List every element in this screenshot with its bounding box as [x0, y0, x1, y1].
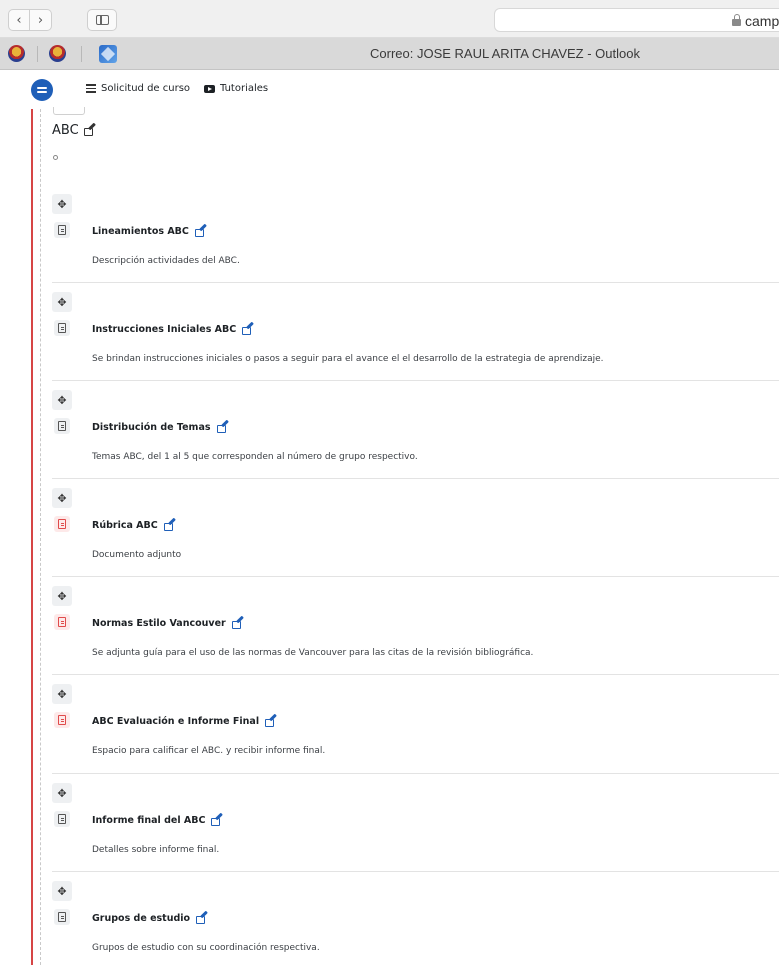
- activity-link[interactable]: [92, 618, 243, 629]
- course-section: [0, 109, 779, 965]
- pdf-icon: [54, 516, 70, 532]
- section-highlight-line: [31, 109, 33, 965]
- section-dotted-line: [40, 109, 41, 965]
- activity-name: Distribución de Temas: [92, 422, 211, 433]
- nav-link-tutoriales[interactable]: [204, 83, 268, 94]
- activity-divider: [52, 576, 779, 577]
- page-icon: [54, 418, 70, 434]
- activity-divider: [52, 773, 779, 774]
- nav-link-label: Tutoriales: [220, 83, 269, 94]
- activity-name: ABC Evaluación e Informe Final: [92, 716, 260, 727]
- activity-item: [52, 488, 779, 586]
- tab-title: Correo: JOSE RAUL ARITA CHAVEZ - Outlook: [370, 46, 640, 61]
- activity-description: Descripción actividades del ABC.: [92, 256, 240, 266]
- activity-divider: [52, 380, 779, 381]
- tab-bar: [0, 38, 779, 70]
- edit-icon[interactable]: [265, 717, 276, 727]
- browser-toolbar: [0, 0, 779, 38]
- activity-item: [52, 783, 779, 881]
- activity-item: [52, 194, 779, 292]
- activity-divider: [52, 871, 779, 872]
- lock-icon: [732, 14, 741, 26]
- tab-outlook[interactable]: [131, 38, 779, 69]
- activity-divider: [52, 478, 779, 479]
- tab-divider: [81, 46, 82, 62]
- page-icon: [54, 222, 70, 238]
- edit-icon[interactable]: [232, 619, 243, 629]
- sidebar-icon: [96, 15, 109, 25]
- move-icon[interactable]: ✥: [52, 881, 72, 901]
- activity-link[interactable]: [92, 324, 253, 335]
- pinned-tab-favicon[interactable]: [99, 45, 117, 63]
- activity-link[interactable]: [92, 913, 207, 924]
- activity-description: Documento adjunto: [92, 550, 182, 560]
- page-icon: [54, 811, 70, 827]
- page-header: [0, 71, 779, 109]
- pinned-tab-favicon[interactable]: [49, 45, 66, 62]
- activity-link[interactable]: [92, 520, 175, 531]
- activity-name: Normas Estilo Vancouver: [92, 618, 226, 629]
- nav-link-label: Solicitud de curso: [101, 83, 191, 94]
- activity-item: [52, 881, 779, 979]
- nav-link-solicitud[interactable]: [86, 83, 190, 94]
- forward-button[interactable]: [30, 9, 52, 31]
- tab-divider: [37, 46, 38, 62]
- edit-icon[interactable]: [84, 126, 95, 136]
- move-icon[interactable]: ✥: [52, 194, 72, 214]
- section-collapse-tab[interactable]: [53, 107, 85, 115]
- pdf-icon: [54, 614, 70, 630]
- activity-name: Rúbrica ABC: [92, 520, 158, 531]
- activity-name: Lineamientos ABC: [92, 226, 189, 237]
- youtube-icon: [204, 85, 215, 93]
- section-title-text: ABC: [52, 123, 79, 138]
- activity-description: Espacio para calificar el ABC. y recibir informe final.: [92, 746, 326, 756]
- activity-divider: [52, 282, 779, 283]
- address-bar[interactable]: [494, 8, 779, 32]
- activity-item: [52, 292, 779, 390]
- assignment-icon: [54, 712, 70, 728]
- edit-icon[interactable]: [164, 521, 175, 531]
- chevron-right-icon: ›: [37, 12, 44, 28]
- edit-icon[interactable]: [242, 325, 253, 335]
- activity-description: Detalles sobre informe final.: [92, 845, 220, 855]
- move-icon[interactable]: ✥: [52, 488, 72, 508]
- activity-description: Se brindan instrucciones iniciales o pasos a seguir para el avance el el desarrollo de la estrategia de aprendizaje.: [92, 354, 604, 364]
- page-icon: [54, 320, 70, 336]
- drawer-toggle-button[interactable]: [31, 79, 53, 101]
- activity-link[interactable]: [92, 226, 206, 237]
- activity-description: Grupos de estudio con su coordinación respectiva.: [92, 943, 320, 953]
- edit-icon[interactable]: [211, 816, 222, 826]
- section-summary-icon: [53, 155, 58, 160]
- activity-link[interactable]: [92, 716, 276, 727]
- edit-icon[interactable]: [195, 227, 206, 237]
- chevron-left-icon: ‹: [16, 12, 22, 28]
- activity-name: Instrucciones Iniciales ABC: [92, 324, 237, 335]
- move-icon[interactable]: ✥: [52, 292, 72, 312]
- move-icon[interactable]: ✥: [52, 390, 72, 410]
- move-icon[interactable]: ✥: [52, 586, 72, 606]
- edit-icon[interactable]: [196, 914, 207, 924]
- activity-link[interactable]: [92, 815, 222, 826]
- pinned-tab-favicon[interactable]: [8, 45, 25, 62]
- activity-divider: [52, 674, 779, 675]
- edit-icon[interactable]: [217, 423, 228, 433]
- activity-link[interactable]: [92, 422, 228, 433]
- activity-name: Informe final del ABC: [92, 815, 206, 826]
- move-icon[interactable]: ✥: [52, 783, 72, 803]
- activity-item: [52, 586, 779, 684]
- url-text: camp: [745, 13, 779, 29]
- list-icon: [86, 84, 96, 93]
- activity-description: Se adjunta guía para el uso de las normas de Vancouver para las citas de la revisión bibliográfica.: [92, 648, 534, 658]
- move-icon[interactable]: ✥: [52, 684, 72, 704]
- activity-description: Temas ABC, del 1 al 5 que corresponden al número de grupo respectivo.: [92, 452, 418, 462]
- page-icon: [54, 909, 70, 925]
- activity-item: [52, 390, 779, 488]
- sidebar-toggle-button[interactable]: [87, 9, 117, 31]
- activity-name: Grupos de estudio: [92, 913, 191, 924]
- activity-item: [52, 684, 779, 782]
- section-title: [52, 123, 95, 138]
- back-button[interactable]: [8, 9, 30, 31]
